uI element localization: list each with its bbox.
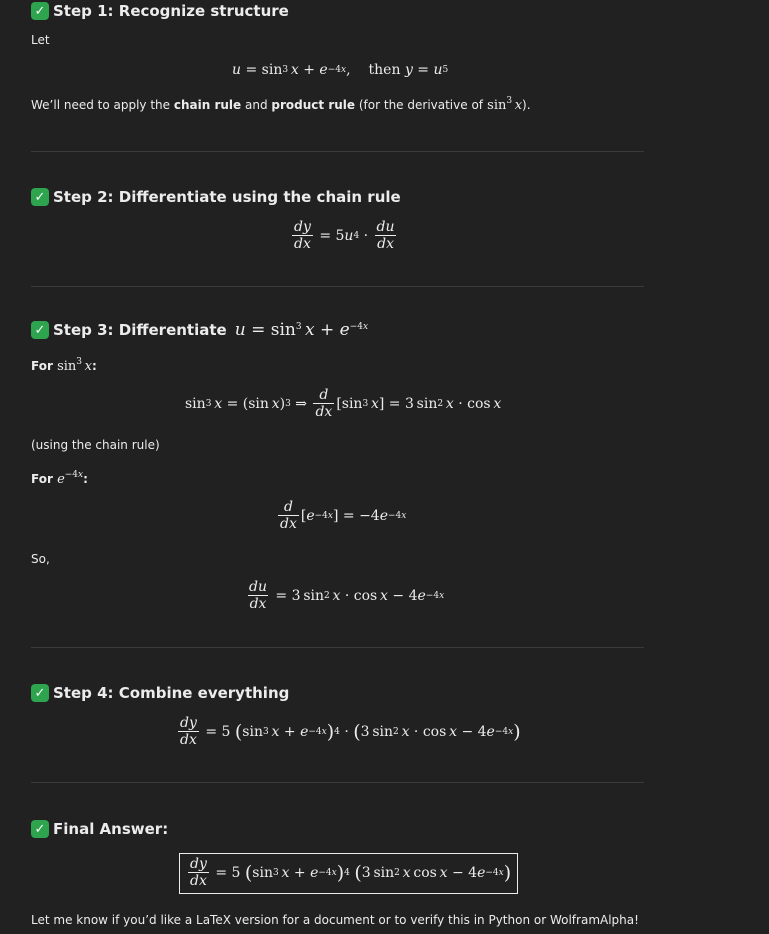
for-label: For <box>31 359 53 373</box>
equation-combined: $\frac{dy}{dx}$ = 5 ( sin 3 x + e −4x ) 4 · ( 3 sin 2 x · cos x − 4 e −4x ) <box>180 715 521 749</box>
let-text: Let <box>31 33 50 47</box>
step4-title: Step 4: Combine everything <box>53 684 290 702</box>
check-mark-icon: ✓ <box>31 321 49 339</box>
using-chain-rule-text: (using the chain rule) <box>31 438 160 452</box>
step1-heading <box>31 2 289 20</box>
check-mark-icon: ✓ <box>31 684 49 702</box>
step1-and: and <box>245 98 268 112</box>
check-mark-icon: ✓ <box>31 188 49 206</box>
for-sin3x-label: For $\sin^3 x$: <box>31 357 97 374</box>
step3-title: Step 3: Differentiate <box>53 321 227 339</box>
so-text: So, <box>31 552 50 566</box>
step2-heading <box>31 188 401 206</box>
step1-paragraph <box>31 98 531 113</box>
step1-title: Step 1: Recognize structure <box>53 2 289 20</box>
divider <box>31 647 644 648</box>
step2-title: Step 2: Differentiate using the chain rule <box>53 188 401 206</box>
step3-heading <box>31 320 368 340</box>
for-label: For <box>31 472 53 486</box>
step1-text-prefix: We’ll need to apply the <box>31 98 171 112</box>
step1-text-mid: (for the derivative of <box>358 98 484 112</box>
product-rule-bold: product rule <box>271 98 356 112</box>
step3-title-math: $u = \sin^3 x + e^{-4x}$ <box>234 320 369 340</box>
divider <box>31 151 644 152</box>
divider <box>31 782 644 783</box>
equation-sin3x-derivative: sin 3 x = (sin x ) 3 ⇒ $\frac{d}{dx}$ [sin 3 x ] = 3 sin 2 x · cos x <box>185 387 502 421</box>
for-exp-math: $e^{-4x}$ <box>57 470 84 487</box>
final-answer-box: $\frac{dy}{dx}$ = 5 ( sin 3 x + e −4x ) 4 ( 3 sin 2 x cos x − 4 e −4x ) <box>179 853 518 894</box>
equation-u-definition: u = sin 3 x + e −4x , then y = u 5 <box>232 62 449 78</box>
for-sin3x-math: $\sin^3 x$ <box>57 357 92 374</box>
equation-exp-derivative: $\frac{d}{dx}$ [ e −4x ] = −4 e −4x <box>280 499 407 533</box>
final-heading <box>31 820 168 838</box>
inline-sin3x: $\sin^3 x$ <box>483 96 523 113</box>
equation-dy-dx-chain: $\frac{dy}{dx}$ = 5 u 4 · $\frac{du}{dx}$ <box>294 219 395 253</box>
for-exp-label: For $e^{-4x}$: <box>31 470 88 487</box>
check-mark-icon: ✓ <box>31 2 49 20</box>
divider <box>31 286 644 287</box>
step4-heading <box>31 684 289 702</box>
chain-rule-bold: chain rule <box>173 98 242 112</box>
check-mark-icon: ✓ <box>31 820 49 838</box>
equation-du-dx: $\frac{du}{dx}$ = 3 sin 2 x · cos x − 4 e −4x <box>249 579 445 613</box>
step1-text-end: ). <box>522 98 531 112</box>
footer-text: Let me know if you’d like a LaTeX version for a document or to verify this in Python or WolframAlpha! <box>31 913 639 927</box>
then-text: then <box>368 62 401 78</box>
final-title: Final Answer: <box>53 820 169 838</box>
